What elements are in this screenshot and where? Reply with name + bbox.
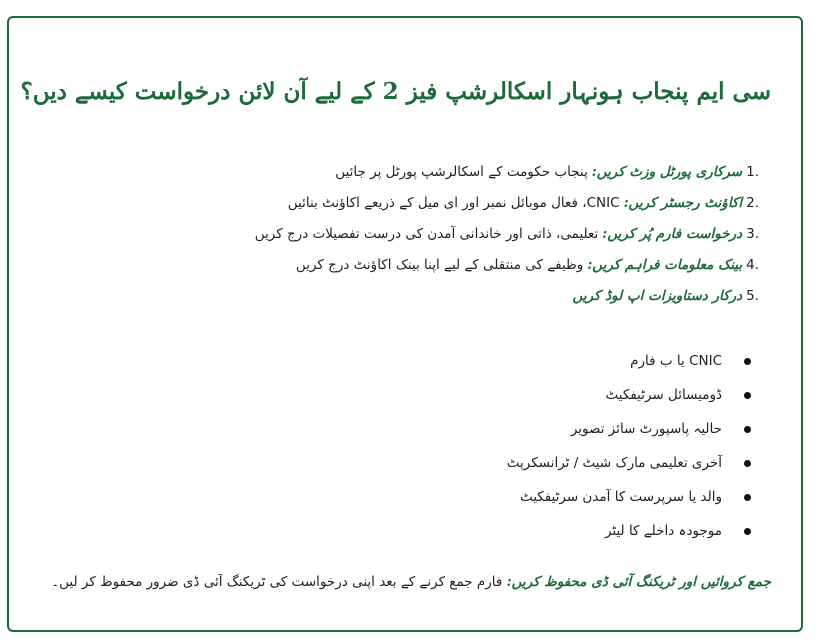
document-item (331, 412, 751, 446)
footer-description: فارم جمع کرنے کے بعد اپنی درخواست کی ٹریکنگ آئی ڈی ضرور محفوظ کر لیں۔ (51, 574, 507, 590)
content-card (7, 16, 803, 632)
document-label: والد یا سرپرست کا آمدن سرٹیفکیٹ (519, 489, 722, 505)
step-number: 1. (746, 163, 759, 180)
step-heading: درخواست فارم پُر کریں: (602, 225, 743, 242)
step-heading: اکاؤنٹ رجسٹر کریں: (623, 194, 743, 211)
document-item (331, 514, 751, 548)
step-heading: سرکاری پورٹل وزٹ کریں: (591, 163, 743, 180)
step-heading: درکار دستاویزات اپ لوڈ کریں (572, 287, 743, 304)
step-item-4 (59, 249, 759, 280)
step-number: 3. (746, 225, 759, 242)
document-label: حالیہ پاسپورٹ سائز تصویر (570, 421, 722, 437)
step-description: CNIC، فعال موبائل نمبر اور ای میل کے ذریعے اکاؤنٹ بنائیں (287, 194, 620, 211)
document-label: CNIC یا ب فارم (630, 353, 722, 369)
document-label: موجودہ داخلے کا لیٹر (604, 523, 722, 539)
footer-heading: جمع کروائیں اور ٹریکنگ آئی ڈی محفوظ کریں: (506, 574, 771, 590)
document-item (331, 480, 751, 514)
step-item-3 (59, 218, 759, 249)
steps-list (59, 156, 759, 311)
step-item-1 (59, 156, 759, 187)
bullet-icon (744, 426, 751, 433)
step-number: 4. (746, 256, 759, 273)
document-label: آخری تعلیمی مارک شیٹ / ٹرانسکرپٹ (506, 455, 722, 471)
step-description: تعلیمی، ذاتی اور خاندانی آمدن کی درست تفصیلات درج کریں (254, 225, 599, 242)
document-item (331, 378, 751, 412)
page-title: سی ایم پنجاب ہونہار اسکالرشپ فیز 2 کے لیے آن لائن درخواست کیسے دیں؟ (20, 78, 771, 105)
bullet-icon (744, 358, 751, 365)
step-item-5 (59, 280, 759, 311)
document-label: ڈومیسائل سرٹیفکیٹ (605, 387, 722, 403)
bullet-icon (744, 528, 751, 535)
bullet-icon (744, 460, 751, 467)
bullet-icon (744, 392, 751, 399)
step-heading: بینک معلومات فراہم کریں: (587, 256, 743, 273)
step-description: پنجاب حکومت کے اسکالرشپ پورٹل پر جائیں (335, 163, 588, 180)
step-description: وظیفے کی منتقلی کے لیے اپنا بینک اکاؤنٹ درج کریں (295, 256, 584, 273)
footer-note (31, 574, 771, 590)
step-item-2 (59, 187, 759, 218)
documents-list (331, 344, 751, 548)
step-number: 5. (746, 287, 759, 304)
step-number: 2. (746, 194, 759, 211)
document-item (331, 446, 751, 480)
bullet-icon (744, 494, 751, 501)
document-item (331, 344, 751, 378)
